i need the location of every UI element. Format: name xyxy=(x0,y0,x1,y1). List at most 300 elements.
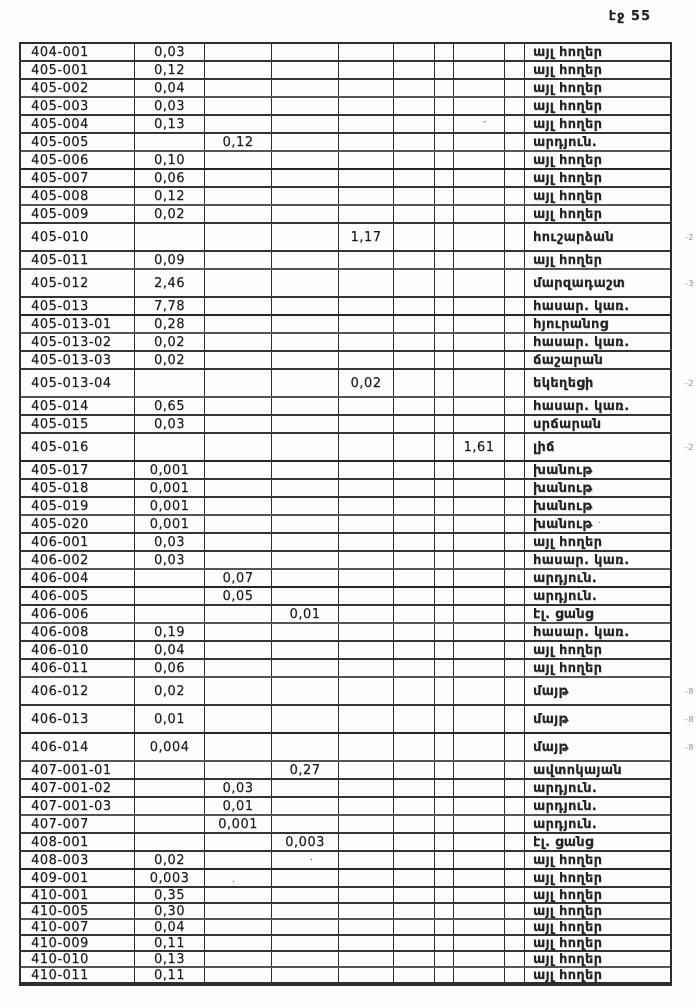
value-cell-5 xyxy=(394,904,435,918)
value-cell-5 xyxy=(394,80,435,96)
value-cell-3 xyxy=(272,660,339,676)
table-row xyxy=(21,80,670,98)
value-cell-4 xyxy=(339,952,394,966)
value-cell-6 xyxy=(435,206,454,222)
value-cell-7 xyxy=(454,480,505,496)
value-cell-3 xyxy=(272,62,339,78)
land-use-label-cell: այլ հողեր xyxy=(533,188,603,204)
value-cell-3 xyxy=(272,170,339,186)
value-cell-5 xyxy=(394,252,435,268)
value-cell-5 xyxy=(394,516,435,532)
value-cell-6 xyxy=(435,660,454,676)
value-cell-8 xyxy=(505,44,525,60)
value-cell-7 xyxy=(454,462,505,478)
value-cell-5 xyxy=(394,334,435,350)
value-cell-3 xyxy=(272,298,339,314)
table-row xyxy=(21,434,694,462)
value-cell-3 xyxy=(272,870,339,886)
table-row xyxy=(21,370,694,398)
table-row xyxy=(21,570,670,588)
parcel-code-cell: 407-001-03 xyxy=(21,798,135,814)
value-cell-7 xyxy=(454,920,505,934)
value-cell-5 xyxy=(394,98,435,114)
value-cell-1: 0,11 xyxy=(135,936,205,950)
value-cell-1: 0,001 xyxy=(135,498,205,514)
table-row xyxy=(21,798,670,816)
value-cell-2 xyxy=(205,116,272,132)
value-cell-2 xyxy=(205,462,272,478)
land-use-label-cell: այլ հողեր xyxy=(533,170,603,186)
value-cell-2 xyxy=(205,170,272,186)
value-cell-2 xyxy=(205,152,272,168)
parcel-code-cell: 410-007 xyxy=(21,920,135,934)
value-cell-6 xyxy=(435,570,454,586)
value-cell-3 xyxy=(272,416,339,432)
land-use-label-cell: այլ հողեր xyxy=(533,904,603,918)
value-cell-3 xyxy=(272,80,339,96)
value-cell-8 xyxy=(505,660,525,676)
value-cell-1 xyxy=(135,780,205,796)
value-cell-7 xyxy=(454,498,505,514)
value-cell-1: 0,35 xyxy=(135,888,205,902)
parcel-code-cell: 406-004 xyxy=(21,570,135,586)
value-cell-3 xyxy=(272,780,339,796)
value-cell-4 xyxy=(339,534,394,550)
value-cell-1: 0,001 xyxy=(135,480,205,496)
value-cell-5 xyxy=(394,188,435,204)
page-number: էջ 55 xyxy=(608,9,651,24)
value-cell-7 xyxy=(454,734,505,760)
value-cell-2 xyxy=(205,762,272,778)
value-cell-2 xyxy=(205,870,272,886)
value-cell-6 xyxy=(435,80,454,96)
value-cell-6 xyxy=(435,152,454,168)
value-cell-4 xyxy=(339,480,394,496)
value-cell-1: 0,19 xyxy=(135,624,205,640)
value-cell-5 xyxy=(394,462,435,478)
value-cell-7 xyxy=(454,968,505,982)
value-cell-4 xyxy=(339,434,394,460)
table-row xyxy=(21,516,670,534)
value-cell-5 xyxy=(394,624,435,640)
value-cell-4 xyxy=(339,352,394,368)
value-cell-2: 0,03 xyxy=(205,780,272,796)
table-row xyxy=(21,968,670,984)
value-cell-4 xyxy=(339,606,394,622)
value-cell-5 xyxy=(394,370,435,396)
value-cell-1: 0,02 xyxy=(135,206,205,222)
value-cell-1: 0,03 xyxy=(135,98,205,114)
value-cell-4 xyxy=(339,44,394,60)
land-use-label-cell: արդյուն. xyxy=(533,134,598,150)
value-cell-7: 1,61 xyxy=(454,434,505,460)
value-cell-6 xyxy=(435,798,454,814)
value-cell-6 xyxy=(435,224,454,250)
value-cell-7 xyxy=(454,624,505,640)
value-cell-8 xyxy=(505,678,525,704)
value-cell-3 xyxy=(272,398,339,414)
value-cell-4 xyxy=(339,398,394,414)
value-cell-6 xyxy=(435,888,454,902)
value-cell-1: 0,04 xyxy=(135,80,205,96)
value-cell-5 xyxy=(394,206,435,222)
value-cell-6 xyxy=(435,624,454,640)
land-use-label-cell: հասար. կառ. xyxy=(533,624,630,640)
value-cell-4 xyxy=(339,780,394,796)
value-cell-1 xyxy=(135,606,205,622)
parcel-code-cell: 405-002 xyxy=(21,80,135,96)
value-cell-6 xyxy=(435,936,454,950)
value-cell-1: 0,06 xyxy=(135,660,205,676)
value-cell-8 xyxy=(505,270,525,296)
value-cell-2: 0,001 xyxy=(205,816,272,832)
value-cell-3 xyxy=(272,588,339,604)
parcel-code-cell: 405-015 xyxy=(21,416,135,432)
value-cell-8 xyxy=(505,888,525,902)
value-cell-2 xyxy=(205,936,272,950)
value-cell-5 xyxy=(394,480,435,496)
land-use-label-cell: ավտոկայան xyxy=(533,762,622,778)
value-cell-7 xyxy=(454,834,505,850)
land-use-label-cell: այլ հողեր xyxy=(533,252,603,268)
scan-artifact: . xyxy=(598,516,601,526)
table-row xyxy=(21,188,670,206)
value-cell-6 xyxy=(435,98,454,114)
value-cell-6 xyxy=(435,678,454,704)
value-cell-8 xyxy=(505,398,525,414)
value-cell-1: 2,46 xyxy=(135,270,205,296)
value-cell-6 xyxy=(435,968,454,982)
value-cell-1: 0,12 xyxy=(135,188,205,204)
value-cell-5 xyxy=(394,588,435,604)
land-use-label-cell: այլ հողեր xyxy=(533,968,603,982)
value-cell-6 xyxy=(435,952,454,966)
value-cell-7 xyxy=(454,252,505,268)
value-cell-1: 0,12 xyxy=(135,62,205,78)
value-cell-2 xyxy=(205,660,272,676)
value-cell-7 xyxy=(454,780,505,796)
table-row xyxy=(21,816,670,834)
value-cell-7 xyxy=(454,398,505,414)
value-cell-1 xyxy=(135,134,205,150)
land-use-label-cell: այլ հողեր xyxy=(533,534,603,550)
value-cell-1: 0,13 xyxy=(135,952,205,966)
value-cell-4 xyxy=(339,936,394,950)
table-row xyxy=(21,224,694,252)
land-use-label-cell: մարզադաշտ xyxy=(533,275,626,291)
table-row xyxy=(21,44,670,62)
value-cell-4 xyxy=(339,816,394,832)
value-cell-2 xyxy=(205,534,272,550)
value-cell-7 xyxy=(454,80,505,96)
value-cell-4 xyxy=(339,588,394,604)
value-cell-4 xyxy=(339,188,394,204)
value-cell-4 xyxy=(339,334,394,350)
land-use-label-cell: այլ հողեր xyxy=(533,152,603,168)
table-row xyxy=(21,498,670,516)
value-cell-3: 0,27 xyxy=(272,762,339,778)
value-cell-6 xyxy=(435,852,454,868)
parcel-code-cell: 405-019 xyxy=(21,498,135,514)
parcel-code-cell: 405-001 xyxy=(21,62,135,78)
value-cell-7 xyxy=(454,552,505,568)
value-cell-7 xyxy=(454,762,505,778)
value-cell-6 xyxy=(435,762,454,778)
value-cell-4 xyxy=(339,660,394,676)
value-cell-2 xyxy=(205,904,272,918)
value-cell-4 xyxy=(339,298,394,314)
parcel-code-cell: 407-007 xyxy=(21,816,135,832)
value-cell-1: 0,02 xyxy=(135,334,205,350)
value-cell-6 xyxy=(435,370,454,396)
value-cell-4 xyxy=(339,152,394,168)
scan-artifact: . xyxy=(232,875,235,885)
value-cell-8 xyxy=(505,298,525,314)
value-cell-6 xyxy=(435,480,454,496)
table-row xyxy=(21,624,670,642)
value-cell-5 xyxy=(394,434,435,460)
value-cell-5 xyxy=(394,920,435,934)
value-cell-6 xyxy=(435,516,454,532)
land-use-label-cell: այլ հողեր xyxy=(533,206,603,222)
value-cell-6 xyxy=(435,116,454,132)
value-cell-8 xyxy=(505,606,525,622)
value-cell-4 xyxy=(339,706,394,732)
value-cell-1 xyxy=(135,834,205,850)
value-cell-6 xyxy=(435,334,454,350)
value-cell-7 xyxy=(454,888,505,902)
value-cell-3 xyxy=(272,116,339,132)
value-cell-5 xyxy=(394,552,435,568)
land-use-label-cell: էլ. ցանց xyxy=(533,606,594,622)
value-cell-8 xyxy=(505,152,525,168)
value-cell-5 xyxy=(394,660,435,676)
land-use-label-cell: խանութ xyxy=(533,498,593,514)
value-cell-6 xyxy=(435,170,454,186)
parcel-code-cell: 406-011 xyxy=(21,660,135,676)
value-cell-8 xyxy=(505,170,525,186)
value-cell-4 xyxy=(339,570,394,586)
value-cell-6 xyxy=(435,816,454,832)
value-cell-2 xyxy=(205,852,272,868)
table-row xyxy=(21,834,670,852)
value-cell-1 xyxy=(135,370,205,396)
parcel-code-cell: 405-013-04 xyxy=(21,370,135,396)
value-cell-4 xyxy=(339,852,394,868)
value-cell-3 xyxy=(272,936,339,950)
value-cell-8 xyxy=(505,762,525,778)
value-cell-5 xyxy=(394,224,435,250)
parcel-code-cell: 406-006 xyxy=(21,606,135,622)
value-cell-8 xyxy=(505,904,525,918)
value-cell-8 xyxy=(505,80,525,96)
land-use-label-cell: մայթ xyxy=(533,711,569,727)
value-cell-7 xyxy=(454,570,505,586)
value-cell-8 xyxy=(505,370,525,396)
table-row xyxy=(21,316,670,334)
table-row xyxy=(21,762,670,780)
value-cell-2: 0,01 xyxy=(205,798,272,814)
value-cell-4 xyxy=(339,62,394,78)
table-row xyxy=(21,152,670,170)
value-cell-3 xyxy=(272,370,339,396)
value-cell-7 xyxy=(454,134,505,150)
value-cell-2 xyxy=(205,270,272,296)
value-cell-5 xyxy=(394,816,435,832)
value-cell-2 xyxy=(205,480,272,496)
value-cell-1: 0,09 xyxy=(135,252,205,268)
land-use-label-cell: լիճ xyxy=(533,439,555,455)
value-cell-5 xyxy=(394,152,435,168)
land-use-label-cell: այլ հողեր xyxy=(533,952,603,966)
value-cell-7 xyxy=(454,188,505,204)
value-cell-8 xyxy=(505,498,525,514)
parcel-code-cell: 405-006 xyxy=(21,152,135,168)
value-cell-5 xyxy=(394,870,435,886)
value-cell-3 xyxy=(272,816,339,832)
value-cell-8 xyxy=(505,316,525,332)
value-cell-7 xyxy=(454,270,505,296)
value-cell-6 xyxy=(435,734,454,760)
land-use-label-cell: խանութ xyxy=(533,516,593,532)
table-row xyxy=(21,206,670,224)
table-row xyxy=(21,936,670,952)
land-use-label-cell: էլ. ցանց xyxy=(533,834,594,850)
table-row xyxy=(21,116,670,134)
value-cell-2 xyxy=(205,606,272,622)
value-cell-6 xyxy=(435,270,454,296)
value-cell-8 xyxy=(505,434,525,460)
value-cell-8 xyxy=(505,588,525,604)
land-use-label-cell: խանութ xyxy=(533,480,593,496)
value-cell-3 xyxy=(272,852,339,868)
value-cell-2 xyxy=(205,62,272,78)
value-cell-5 xyxy=(394,780,435,796)
parcel-code-cell: 406-005 xyxy=(21,588,135,604)
value-cell-2 xyxy=(205,44,272,60)
value-cell-4: 1,17 xyxy=(339,224,394,250)
value-cell-7 xyxy=(454,952,505,966)
value-cell-4 xyxy=(339,624,394,640)
value-cell-8 xyxy=(505,116,525,132)
land-use-label-cell: արդյուն. xyxy=(533,798,598,814)
value-cell-2 xyxy=(205,678,272,704)
value-cell-1: 0,65 xyxy=(135,398,205,414)
value-cell-3 xyxy=(272,134,339,150)
table-row xyxy=(21,952,670,968)
value-cell-2 xyxy=(205,98,272,114)
value-cell-2 xyxy=(205,334,272,350)
value-cell-1: 0,02 xyxy=(135,852,205,868)
value-cell-5 xyxy=(394,44,435,60)
land-use-label-cell: արդյուն. xyxy=(533,588,598,604)
value-cell-1: 0,004 xyxy=(135,734,205,760)
value-cell-4: 0,02 xyxy=(339,370,394,396)
value-cell-1: 0,03 xyxy=(135,534,205,550)
value-cell-5 xyxy=(394,316,435,332)
value-cell-7 xyxy=(454,516,505,532)
margin-annotation: -2 xyxy=(685,379,694,389)
value-cell-3: 0,003 xyxy=(272,834,339,850)
value-cell-3 xyxy=(272,224,339,250)
value-cell-1 xyxy=(135,588,205,604)
value-cell-5 xyxy=(394,678,435,704)
value-cell-7 xyxy=(454,642,505,658)
value-cell-6 xyxy=(435,434,454,460)
margin-annotation: -2 xyxy=(685,443,694,453)
land-use-label-cell: հասար. կառ. xyxy=(533,398,630,414)
table-row xyxy=(21,98,670,116)
value-cell-2 xyxy=(205,398,272,414)
value-cell-2 xyxy=(205,352,272,368)
value-cell-3 xyxy=(272,920,339,934)
parcel-code-cell: 406-002 xyxy=(21,552,135,568)
value-cell-3 xyxy=(272,188,339,204)
parcel-code-cell: 405-007 xyxy=(21,170,135,186)
value-cell-8 xyxy=(505,734,525,760)
land-use-label-cell: ճաշարան xyxy=(533,352,604,368)
table-row xyxy=(21,588,670,606)
value-cell-4 xyxy=(339,416,394,432)
value-cell-3 xyxy=(272,498,339,514)
land-use-label-cell: այլ հողեր xyxy=(533,642,603,658)
value-cell-1: 0,10 xyxy=(135,152,205,168)
value-cell-4 xyxy=(339,678,394,704)
value-cell-1 xyxy=(135,798,205,814)
value-cell-7 xyxy=(454,678,505,704)
parcel-code-cell: 405-013-03 xyxy=(21,352,135,368)
value-cell-2 xyxy=(205,642,272,658)
table-row xyxy=(21,780,670,798)
value-cell-2 xyxy=(205,834,272,850)
value-cell-3 xyxy=(272,552,339,568)
value-cell-5 xyxy=(394,734,435,760)
parcel-code-cell: 405-004 xyxy=(21,116,135,132)
value-cell-8 xyxy=(505,936,525,950)
value-cell-8 xyxy=(505,188,525,204)
value-cell-3 xyxy=(272,952,339,966)
land-use-label-cell: այլ հողեր xyxy=(533,62,603,78)
value-cell-3 xyxy=(272,706,339,732)
value-cell-4 xyxy=(339,920,394,934)
value-cell-1: 0,003 xyxy=(135,870,205,886)
value-cell-2: 0,12 xyxy=(205,134,272,150)
value-cell-8 xyxy=(505,416,525,432)
parcel-code-cell: 404-001 xyxy=(21,44,135,60)
land-use-label-cell: հասար. կառ. xyxy=(533,552,630,568)
land-use-label-cell: այլ հողեր xyxy=(533,80,603,96)
value-cell-4 xyxy=(339,498,394,514)
value-cell-7 xyxy=(454,606,505,622)
value-cell-2: 0,07 xyxy=(205,570,272,586)
table-row xyxy=(21,534,670,552)
value-cell-7 xyxy=(454,904,505,918)
value-cell-4 xyxy=(339,270,394,296)
land-use-label-cell: այլ հողեր xyxy=(533,852,603,868)
parcel-code-cell: 405-009 xyxy=(21,206,135,222)
value-cell-1: 0,30 xyxy=(135,904,205,918)
value-cell-3 xyxy=(272,44,339,60)
value-cell-8 xyxy=(505,642,525,658)
table-row xyxy=(21,462,670,480)
value-cell-5 xyxy=(394,398,435,414)
value-cell-7 xyxy=(454,170,505,186)
value-cell-6 xyxy=(435,780,454,796)
parcel-code-cell: 406-013 xyxy=(21,706,135,732)
value-cell-8 xyxy=(505,920,525,934)
value-cell-1: 0,001 xyxy=(135,462,205,478)
table-row xyxy=(21,904,670,920)
